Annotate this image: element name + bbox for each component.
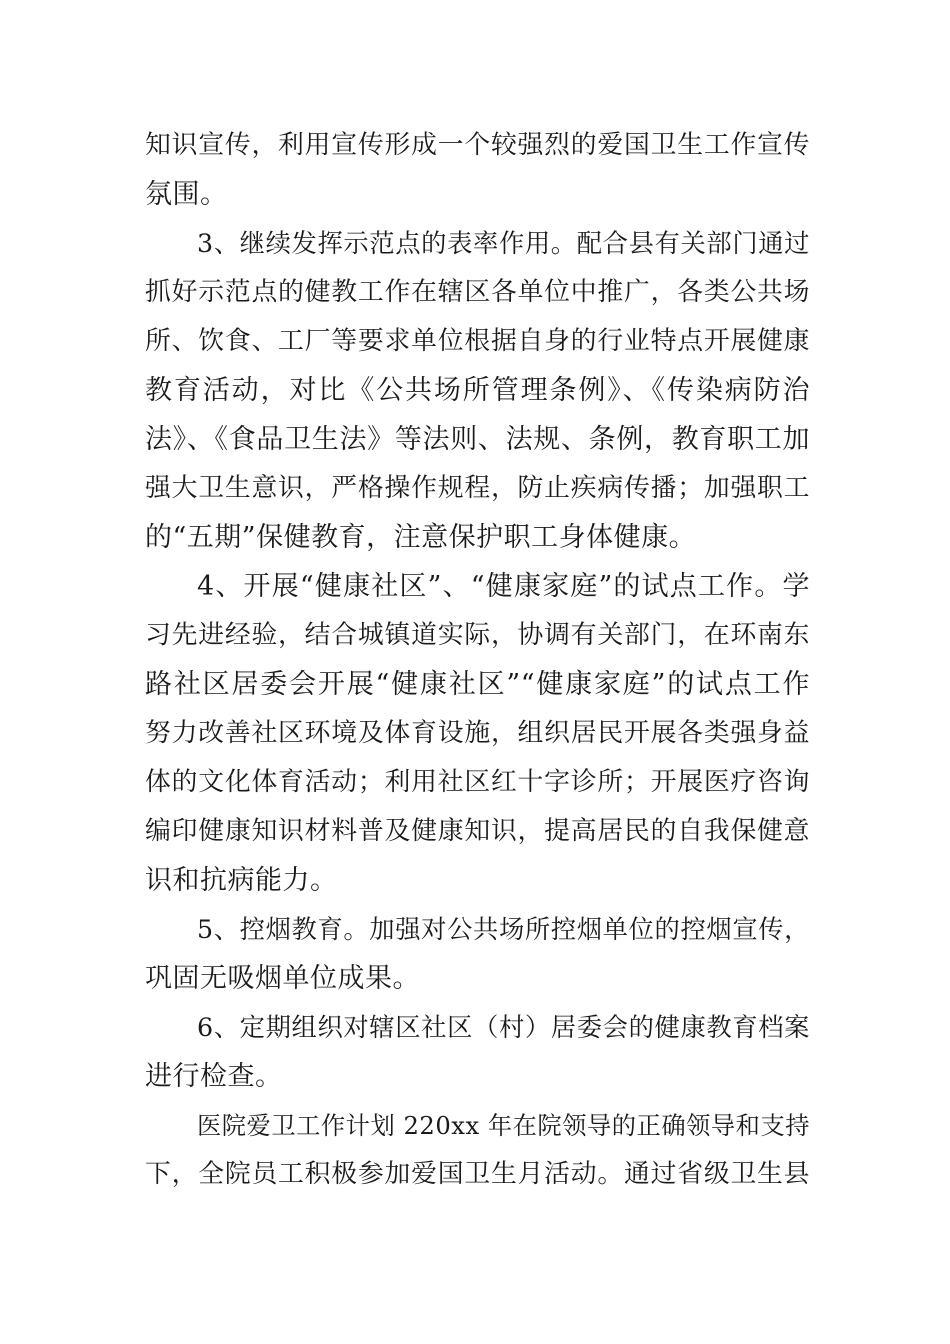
paragraph-line: 5、控烟教育。加强对公共场所控烟单位的控烟宣传，: [197, 914, 810, 944]
paragraph-line: 巩固无吸烟单位成果。: [145, 963, 420, 994]
paragraph-line: 所、饮食、工厂等要求单位根据自身的行业特点开展健康: [145, 326, 810, 356]
paragraph-line: 氛围。: [145, 179, 228, 210]
paragraph-line: 医院爱卫工作计划 220xx 年在院领导的正确领导和支持: [197, 1111, 810, 1140]
paragraph-line: 编印健康知识材料普及健康知识，提高居民的自我保健意: [145, 816, 810, 846]
paragraph-line: 努力改善社区环境及体育设施，组织居民开展各类强身益: [145, 718, 810, 748]
paragraph-line: 知识宣传，利用宣传形成一个较强烈的爱国卫生工作宣传: [145, 130, 810, 160]
paragraph-line: 习先进经验，结合城镇道实际，协调有关部门，在环南东: [145, 620, 810, 650]
paragraph-line: 3、继续发挥示范点的表率作用。配合县有关部门通过: [197, 228, 810, 258]
paragraph-line: 进行检查。: [145, 1061, 283, 1092]
paragraph-line: 法》、《食品卫生法》等法则、法规、条例，教育职工加: [145, 424, 810, 455]
paragraph-line: 强大卫生意识，严格操作规程，防止疾病传播；加强职工: [145, 473, 810, 503]
paragraph-line: 抓好示范点的健教工作在辖区各单位中推广，各类公共场: [145, 277, 810, 307]
paragraph-line: 6、定期组织对辖区社区（村）居委会的健康教育档案: [197, 1012, 810, 1042]
paragraph-line: 路社区居委会开展“健康社区”“健康家庭”的试点工作: [145, 669, 810, 700]
document-body: [145, 121, 810, 1199]
paragraph-line: 的“五期”保健教育，注意保护职工身体健康。: [145, 522, 697, 553]
paragraph-line: 识和抗病能力。: [145, 865, 338, 896]
paragraph-line: 下，全院员工积极参加爱国卫生月活动。通过省级卫生县: [145, 1159, 810, 1189]
paragraph-line: 教育活动，对比《公共场所管理条例》、《传染病防治: [145, 375, 810, 406]
paragraph-line: 体的文化体育活动；利用社区红十字诊所；开展医疗咨询: [145, 767, 810, 797]
paragraph-line: 4、开展“健康社区”、“健康家庭”的试点工作。学: [197, 571, 810, 602]
